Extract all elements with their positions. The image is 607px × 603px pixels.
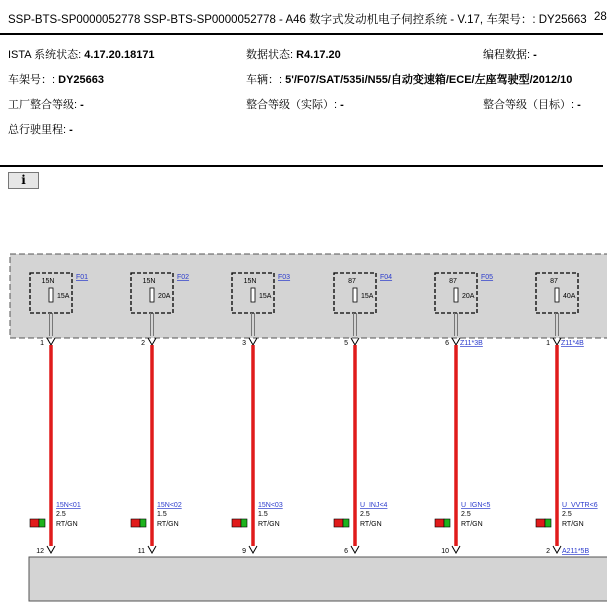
- fuse-circuit-label: 15N: [41, 278, 55, 285]
- fuse-circuit-label: 87: [449, 278, 457, 285]
- data-status: 数据状态: R4.17.20: [246, 49, 341, 61]
- wire-color-code: RT/GN: [562, 521, 584, 528]
- wire-color-swatch-red: [435, 519, 444, 527]
- fuse-circuit-label: 15N: [142, 278, 156, 285]
- pin-marker: [47, 546, 55, 553]
- wire-color-code: RT/GN: [157, 521, 179, 528]
- wire-color-swatch-red: [232, 519, 241, 527]
- fuse-id-link[interactable]: F04: [380, 274, 393, 281]
- pin-marker: [553, 338, 561, 345]
- wire-color-swatch-red: [30, 519, 39, 527]
- fuse-circuit-label: 87: [550, 278, 558, 285]
- pin-marker: [351, 546, 359, 553]
- pin-marker: [351, 338, 359, 345]
- wire-size: 2.5: [56, 511, 66, 518]
- fuse-rating: 15A: [57, 293, 70, 300]
- wire-signal-link[interactable]: U_VVTR<6: [562, 502, 598, 509]
- pin-marker: [452, 338, 460, 345]
- wire-color-swatch-green: [39, 519, 45, 527]
- fuse-element: [454, 288, 458, 302]
- wire-size: 2.5: [360, 511, 370, 518]
- page-indicator: 28: [594, 11, 607, 23]
- wire-color-code: RT/GN: [56, 521, 78, 528]
- wire-color-swatch-green: [444, 519, 450, 527]
- wire-signal-link[interactable]: 15N<03: [258, 502, 283, 509]
- bottom-pin-number: 10: [441, 548, 449, 555]
- wire-color-swatch-green: [140, 519, 146, 527]
- wire-size: 1.5: [157, 511, 167, 518]
- wire-size: 2.5: [461, 511, 471, 518]
- top-pin-number: 3: [242, 340, 246, 347]
- fuse-id-link[interactable]: F05: [481, 274, 494, 281]
- pin-marker: [47, 338, 55, 345]
- wire-size: 1.5: [258, 511, 268, 518]
- wire-color-code: RT/GN: [461, 521, 483, 528]
- fuse-id-link[interactable]: F02: [177, 274, 190, 281]
- top-pin-number: 1: [40, 340, 44, 347]
- wire-color-swatch-red: [334, 519, 343, 527]
- integration-level-actual: 整合等级（实际）: -: [246, 99, 344, 111]
- fuse-element: [251, 288, 255, 302]
- pin-marker: [553, 546, 561, 553]
- fuse-element: [150, 288, 154, 302]
- integration-level-target: 整合等级（目标）: -: [483, 99, 581, 111]
- pin-marker: [148, 546, 156, 553]
- wire-signal-link[interactable]: 15N<01: [56, 502, 81, 509]
- wire-signal-link[interactable]: 15N<02: [157, 502, 182, 509]
- fuse-rating: 15A: [361, 293, 374, 300]
- bottom-pin-number: 9: [242, 548, 246, 555]
- top-pin-number: 2: [141, 340, 145, 347]
- factory-integration-level: 工厂整合等级: -: [8, 99, 84, 111]
- fuse-element: [353, 288, 357, 302]
- fuse-circuit-label: 87: [348, 278, 356, 285]
- bottom-pin-number: 11: [137, 548, 145, 555]
- fuse-rating: 20A: [462, 293, 475, 300]
- top-pin-number: 1: [546, 340, 550, 347]
- wire-signal-link[interactable]: U_IGN<5: [461, 502, 491, 509]
- bottom-pin-number: 6: [344, 548, 348, 555]
- pin-marker: [452, 546, 460, 553]
- fuse-carrier-box: [10, 254, 607, 338]
- wire-color-swatch-red: [536, 519, 545, 527]
- pin-marker: [249, 338, 257, 345]
- fuse-circuit-label: 15N: [243, 278, 257, 285]
- wire-signal-link[interactable]: U_INJ<4: [360, 502, 388, 509]
- fuse-element: [555, 288, 559, 302]
- wire-size: 2.5: [562, 511, 572, 518]
- bottom-pin-number: 2: [546, 548, 550, 555]
- fuse-rating: 20A: [158, 293, 171, 300]
- wire-color-code: RT/GN: [360, 521, 382, 528]
- pin-marker: [249, 546, 257, 553]
- vehicle: 车辆：: 5'/F07/SAT/535i/N55/自动变速箱/ECE/左座驾驶型/2012/10: [246, 74, 573, 86]
- control-unit-box: [29, 557, 607, 601]
- total-mileage: 总行驶里程: -: [8, 124, 73, 136]
- fuse-element: [49, 288, 53, 302]
- top-connector-link[interactable]: Z11*3B: [460, 340, 483, 347]
- info-button[interactable]: i: [8, 172, 39, 189]
- bottom-pin-number: 12: [36, 548, 44, 555]
- vin: 车架号：: DY25663: [8, 74, 104, 86]
- ista-status: ISTA 系统状态: 4.17.20.18171: [8, 49, 155, 61]
- bottom-connector-link[interactable]: A211*5B: [562, 548, 590, 555]
- top-pin-number: 5: [344, 340, 348, 347]
- wire-color-swatch-green: [241, 519, 247, 527]
- pin-marker: [148, 338, 156, 345]
- top-connector-link[interactable]: Z11*4B: [561, 340, 584, 347]
- wire-color-code: RT/GN: [258, 521, 280, 528]
- wire-color-swatch-red: [131, 519, 140, 527]
- fuse-rating: 40A: [563, 293, 576, 300]
- top-pin-number: 6: [445, 340, 449, 347]
- wire-color-swatch-green: [545, 519, 551, 527]
- fuse-id-link[interactable]: F03: [278, 274, 291, 281]
- fuse-id-link[interactable]: F01: [76, 274, 89, 281]
- fuse-rating: 15A: [259, 293, 272, 300]
- wire-color-swatch-green: [343, 519, 349, 527]
- programming-data: 编程数据: -: [483, 49, 537, 61]
- document-title: SSP-BTS-SP0000052778 SSP-BTS-SP0000052778 - A46 数字式发动机电子伺控系统 - V.17, 车架号：: DY25663: [8, 14, 587, 26]
